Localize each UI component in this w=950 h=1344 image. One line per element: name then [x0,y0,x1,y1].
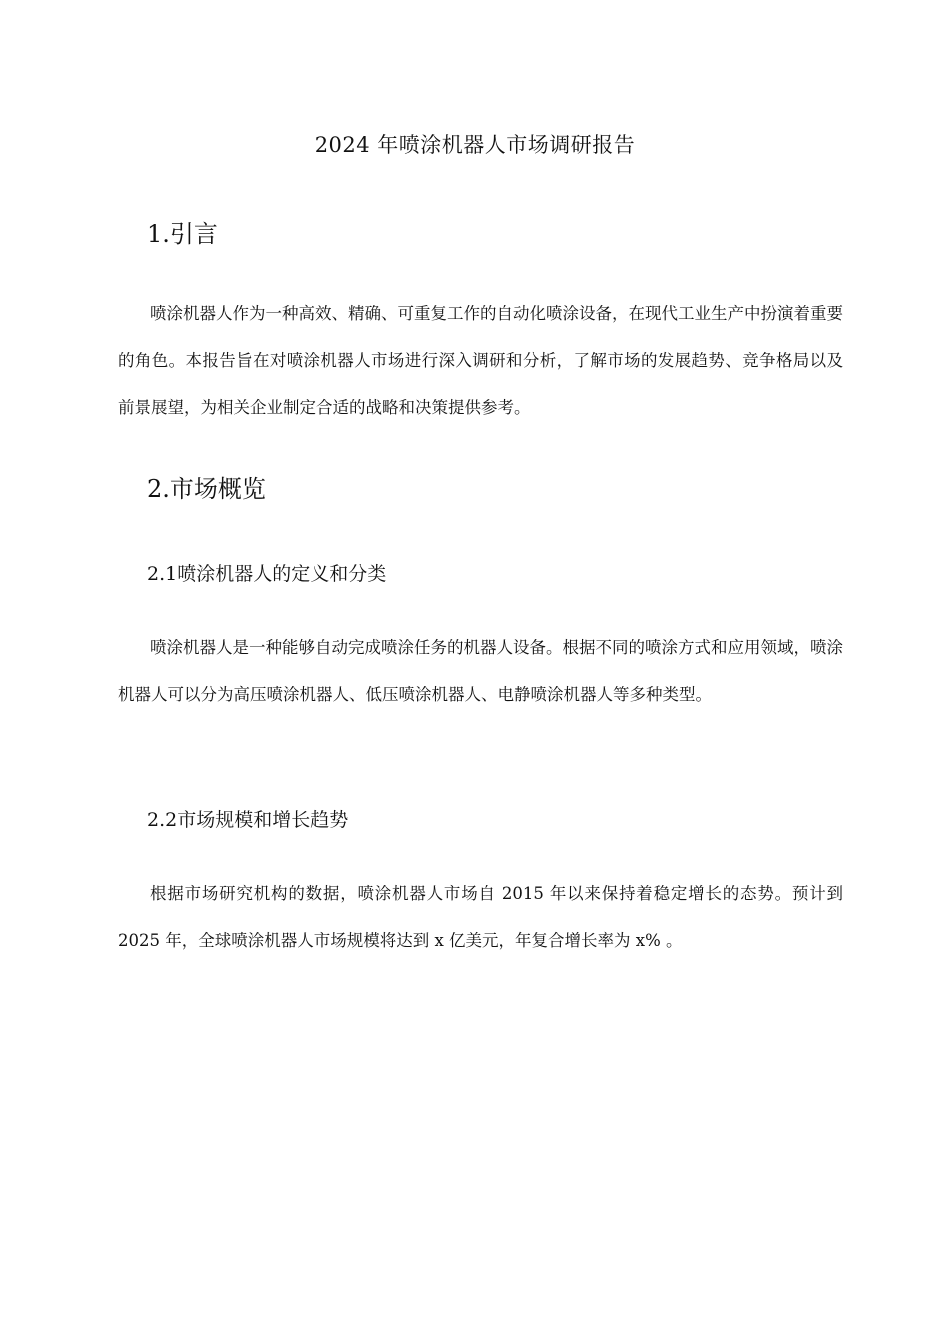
subsection-heading-market-size: 2.2市场规模和增长趋势 [147,809,349,831]
definition-paragraph: 喷涂机器人是一种能够自动完成喷涂任务的机器人设备。根据不同的喷涂方式和应用领域，喷涂机器人可以分为高压喷涂机器人、低压喷涂机器人、电静喷涂机器人等多种类型。 [118,638,843,704]
section-heading-market-overview: 2.市场概览 [147,475,266,503]
section-heading-introduction: 1.引言 [147,220,218,248]
market-size-paragraph: 根据市场研究机构的数据，喷涂机器人市场自 2015 年以来保持着稳定增长的态势。预计到 2025 年，全球喷涂机器人市场规模将达到 x 亿美元，年复合增长率为 x% 。 [118,884,843,950]
introduction-paragraph: 喷涂机器人作为一种高效、精确、可重复工作的自动化喷涂设备，在现代工业生产中扮演着重要的角色。本报告旨在对喷涂机器人市场进行深入调研和分析，了解市场的发展趋势、竞争格局以及前景展望，为相关企业制定合适的战略和决策提供参考。 [118,304,843,417]
document-title: 2024 年喷涂机器人市场调研报告 [314,133,636,157]
subsection-heading-definition: 2.1喷涂机器人的定义和分类 [147,563,387,585]
